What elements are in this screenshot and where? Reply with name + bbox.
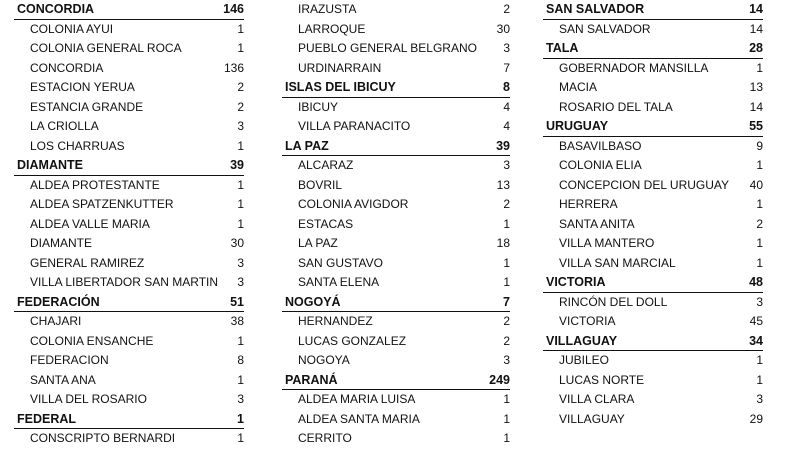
department-total: 8 xyxy=(503,80,510,94)
department-row xyxy=(282,78,510,98)
locality-name: BOVRIL xyxy=(298,177,343,192)
locality-row xyxy=(543,176,763,196)
locality-row xyxy=(543,390,763,410)
locality-name: LUCAS NORTE xyxy=(559,372,645,387)
locality-row xyxy=(14,254,244,274)
column-middle xyxy=(282,0,510,449)
department-total: 55 xyxy=(749,119,763,133)
locality-name: NOGOYA xyxy=(298,353,350,367)
department-name: TALA xyxy=(546,41,579,55)
locality-name: SAN SALVADOR xyxy=(559,21,651,36)
locality-name: DIAMANTE xyxy=(30,236,93,250)
locality-name: VILLA LIBERTADOR SAN MARTIN xyxy=(30,275,219,289)
locality-row xyxy=(282,59,510,79)
department-name: FEDERAL xyxy=(17,411,77,426)
locality-name: IRAZUSTA xyxy=(298,2,357,16)
locality-count: 1 xyxy=(237,21,244,36)
locality-count: 3 xyxy=(503,41,510,55)
locality-count: 14 xyxy=(749,21,763,36)
locality-count: 1 xyxy=(756,255,763,270)
department-total: 39 xyxy=(230,158,244,172)
locality-row xyxy=(282,20,510,40)
locality-name: ALDEA SANTA MARIA xyxy=(298,411,420,426)
locality-row xyxy=(543,78,763,98)
locality-row xyxy=(282,98,510,118)
locality-count: 3 xyxy=(237,392,244,406)
locality-count: 3 xyxy=(237,275,244,289)
locality-row xyxy=(14,20,244,40)
locality-count: 1 xyxy=(756,158,763,172)
locality-name: CHAJARI xyxy=(30,314,82,328)
locality-name: LUCAS GONZALEZ xyxy=(298,333,407,348)
locality-count: 8 xyxy=(237,353,244,367)
locality-row xyxy=(14,117,244,137)
locality-name: CONSCRIPTO BERNARDI xyxy=(30,431,176,445)
locality-count: 1 xyxy=(756,372,763,387)
locality-row xyxy=(543,215,763,235)
locality-row xyxy=(282,176,510,196)
department-row xyxy=(543,39,763,59)
locality-name: ALDEA MARIA LUISA xyxy=(298,392,416,406)
department-row xyxy=(14,0,244,20)
locality-count: 1 xyxy=(237,333,244,348)
locality-count: 1 xyxy=(503,275,510,289)
locality-name: MACIA xyxy=(559,80,598,94)
locality-name: LA CRIOLLA xyxy=(30,119,99,133)
locality-name: ALDEA SPATZENKUTTER xyxy=(30,197,174,211)
locality-name: LOS CHARRUAS xyxy=(30,138,125,153)
locality-name: ESTANCIA GRANDE xyxy=(30,99,144,114)
locality-count: 18 xyxy=(496,236,510,250)
locality-row xyxy=(282,117,510,137)
department-total: 28 xyxy=(749,41,763,55)
locality-count: 3 xyxy=(237,119,244,133)
column-right xyxy=(543,0,763,429)
locality-count: 3 xyxy=(237,255,244,270)
department-name: NOGOYÁ xyxy=(285,294,341,309)
department-name: LA PAZ xyxy=(285,138,329,153)
locality-row xyxy=(543,312,763,332)
locality-row xyxy=(282,195,510,215)
locality-count: 4 xyxy=(503,119,510,133)
locality-row xyxy=(282,332,510,352)
locality-row xyxy=(14,273,244,293)
locality-count: 1 xyxy=(503,216,510,231)
locality-row xyxy=(282,254,510,274)
locality-name: ESTACION YERUA xyxy=(30,80,135,94)
department-name: CONCORDIA xyxy=(17,2,95,16)
locality-row xyxy=(282,429,510,449)
department-total: 146 xyxy=(223,2,244,16)
locality-count: 40 xyxy=(749,177,763,192)
locality-count: 3 xyxy=(756,392,763,406)
locality-row xyxy=(543,156,763,176)
locality-name: VILLA CLARA xyxy=(559,392,635,406)
locality-name: ALDEA VALLE MARIA xyxy=(30,216,150,231)
locality-count: 1 xyxy=(756,236,763,250)
locality-name: CERRITO xyxy=(298,431,352,445)
locality-name: VILLA PARANACITO xyxy=(298,119,411,133)
locality-count: 13 xyxy=(496,177,510,192)
department-row xyxy=(282,293,510,313)
locality-count: 2 xyxy=(237,80,244,94)
department-row xyxy=(282,371,510,391)
department-name: SAN SALVADOR xyxy=(546,2,645,16)
locality-name: GOBERNADOR MANSILLA xyxy=(559,60,709,75)
locality-name: HERRERA xyxy=(559,197,618,211)
locality-count: 1 xyxy=(237,197,244,211)
locality-name: GENERAL RAMIREZ xyxy=(30,255,145,270)
locality-row xyxy=(14,351,244,371)
locality-name: SANTA ANA xyxy=(30,372,96,387)
department-name: VICTORIA xyxy=(546,275,606,289)
locality-count: 3 xyxy=(503,353,510,367)
locality-row xyxy=(14,371,244,391)
locality-name: SAN GUSTAVO xyxy=(298,255,383,270)
locality-name: VICTORIA xyxy=(559,314,616,328)
locality-count: 1 xyxy=(503,411,510,426)
locality-name: URDINARRAIN xyxy=(298,60,382,75)
locality-count: 30 xyxy=(230,236,244,250)
locality-name: CONCEPCION DEL URUGUAY xyxy=(559,177,730,192)
locality-row xyxy=(282,215,510,235)
locality-row xyxy=(14,390,244,410)
locality-count: 9 xyxy=(756,138,763,153)
locality-name: RINCÓN DEL DOLL xyxy=(559,294,668,309)
locality-row xyxy=(282,410,510,430)
locality-count: 38 xyxy=(230,314,244,328)
locality-row xyxy=(282,312,510,332)
department-row xyxy=(14,293,244,313)
locality-name: IBICUY xyxy=(298,99,339,114)
department-name: VILLAGUAY xyxy=(546,333,618,348)
column-left xyxy=(14,0,244,449)
locality-count: 1 xyxy=(237,372,244,387)
locality-count: 1 xyxy=(503,392,510,406)
locality-count: 1 xyxy=(503,255,510,270)
locality-name: COLONIA AVIGDOR xyxy=(298,197,409,211)
locality-row xyxy=(543,371,763,391)
locality-row xyxy=(543,410,763,430)
locality-row xyxy=(282,273,510,293)
locality-name: VILLAGUAY xyxy=(559,411,625,426)
locality-row xyxy=(543,254,763,274)
locality-row xyxy=(14,137,244,157)
locality-count: 30 xyxy=(496,21,510,36)
department-name: PARANÁ xyxy=(285,372,338,387)
locality-name: ESTACAS xyxy=(298,216,354,231)
department-total: 51 xyxy=(230,294,244,309)
department-name: URUGUAY xyxy=(546,119,609,133)
locality-row xyxy=(14,215,244,235)
locality-name: SANTA ANITA xyxy=(559,216,635,231)
locality-name: BASAVILBASO xyxy=(559,138,642,153)
locality-row xyxy=(543,20,763,40)
locality-count: 14 xyxy=(749,99,763,114)
department-row xyxy=(543,0,763,20)
department-name: DIAMANTE xyxy=(17,158,83,172)
locality-count: 1 xyxy=(756,353,763,367)
locality-row xyxy=(543,98,763,118)
locality-name: ROSARIO DEL TALA xyxy=(559,99,673,114)
locality-row xyxy=(543,293,763,313)
locality-row xyxy=(14,429,244,449)
department-total: 249 xyxy=(489,372,510,387)
locality-count: 13 xyxy=(749,80,763,94)
locality-count: 2 xyxy=(503,314,510,328)
locality-count: 4 xyxy=(503,99,510,114)
department-row xyxy=(282,137,510,157)
locality-count: 7 xyxy=(503,60,510,75)
locality-name: COLONIA ELIA xyxy=(559,158,642,172)
locality-row xyxy=(14,176,244,196)
locality-count: 1 xyxy=(756,60,763,75)
department-row xyxy=(14,156,244,176)
locality-name: SANTA ELENA xyxy=(298,275,380,289)
locality-name: CONCORDIA xyxy=(30,60,104,75)
locality-count: 1 xyxy=(503,431,510,445)
locality-row xyxy=(14,39,244,59)
locality-name: COLONIA AYUI xyxy=(30,21,114,36)
locality-count: 1 xyxy=(237,216,244,231)
department-total: 7 xyxy=(503,294,510,309)
locality-count: 1 xyxy=(237,431,244,445)
locality-row xyxy=(543,234,763,254)
locality-row xyxy=(14,78,244,98)
locality-row xyxy=(14,332,244,352)
locality-name: LA PAZ xyxy=(298,236,338,250)
locality-count: 3 xyxy=(756,294,763,309)
locality-name: JUBILEO xyxy=(559,353,610,367)
locality-name: ALDEA PROTESTANTE xyxy=(30,177,160,192)
locality-count: 1 xyxy=(237,177,244,192)
locality-row xyxy=(14,234,244,254)
locality-name: ALCARAZ xyxy=(298,158,354,172)
department-name: FEDERACIÓN xyxy=(17,294,100,309)
locality-count: 1 xyxy=(237,41,244,55)
locality-count: 2 xyxy=(503,197,510,211)
department-total: 48 xyxy=(749,275,763,289)
locality-row xyxy=(14,98,244,118)
locality-row xyxy=(282,390,510,410)
locality-count: 2 xyxy=(503,333,510,348)
locality-count: 45 xyxy=(749,314,763,328)
locality-row xyxy=(14,195,244,215)
locality-count: 136 xyxy=(223,60,244,75)
locality-row xyxy=(543,195,763,215)
locality-name: FEDERACION xyxy=(30,353,109,367)
locality-name: COLONIA ENSANCHE xyxy=(30,333,154,348)
locality-name: HERNANDEZ xyxy=(298,314,373,328)
locality-row xyxy=(14,59,244,79)
locality-row xyxy=(543,137,763,157)
department-total: 14 xyxy=(749,2,763,16)
locality-count: 2 xyxy=(237,99,244,114)
department-total: 34 xyxy=(749,333,763,348)
locality-name: VILLA MANTERO xyxy=(559,236,655,250)
locality-count: 1 xyxy=(237,138,244,153)
locality-row xyxy=(282,0,510,20)
locality-name: VILLA SAN MARCIAL xyxy=(559,255,676,270)
locality-row xyxy=(282,351,510,371)
locality-count: 1 xyxy=(756,197,763,211)
locality-name: LARROQUE xyxy=(298,21,366,36)
locality-row xyxy=(282,39,510,59)
department-row xyxy=(543,117,763,137)
department-total: 1 xyxy=(237,411,244,426)
locality-row xyxy=(282,234,510,254)
locality-row xyxy=(14,312,244,332)
locality-name: PUEBLO GENERAL BELGRANO xyxy=(298,41,477,55)
locality-count: 3 xyxy=(503,158,510,172)
locality-name: VILLA DEL ROSARIO xyxy=(30,392,147,406)
locality-count: 2 xyxy=(503,2,510,16)
locality-name: COLONIA GENERAL ROCA xyxy=(30,41,182,55)
department-row xyxy=(543,273,763,293)
department-name: ISLAS DEL IBICUY xyxy=(285,80,396,94)
locality-count: 2 xyxy=(756,216,763,231)
locality-row xyxy=(282,156,510,176)
locality-row xyxy=(543,59,763,79)
department-total: 39 xyxy=(496,138,510,153)
locality-row xyxy=(543,351,763,371)
department-row xyxy=(14,410,244,430)
department-row xyxy=(543,332,763,352)
locality-count: 29 xyxy=(749,411,763,426)
